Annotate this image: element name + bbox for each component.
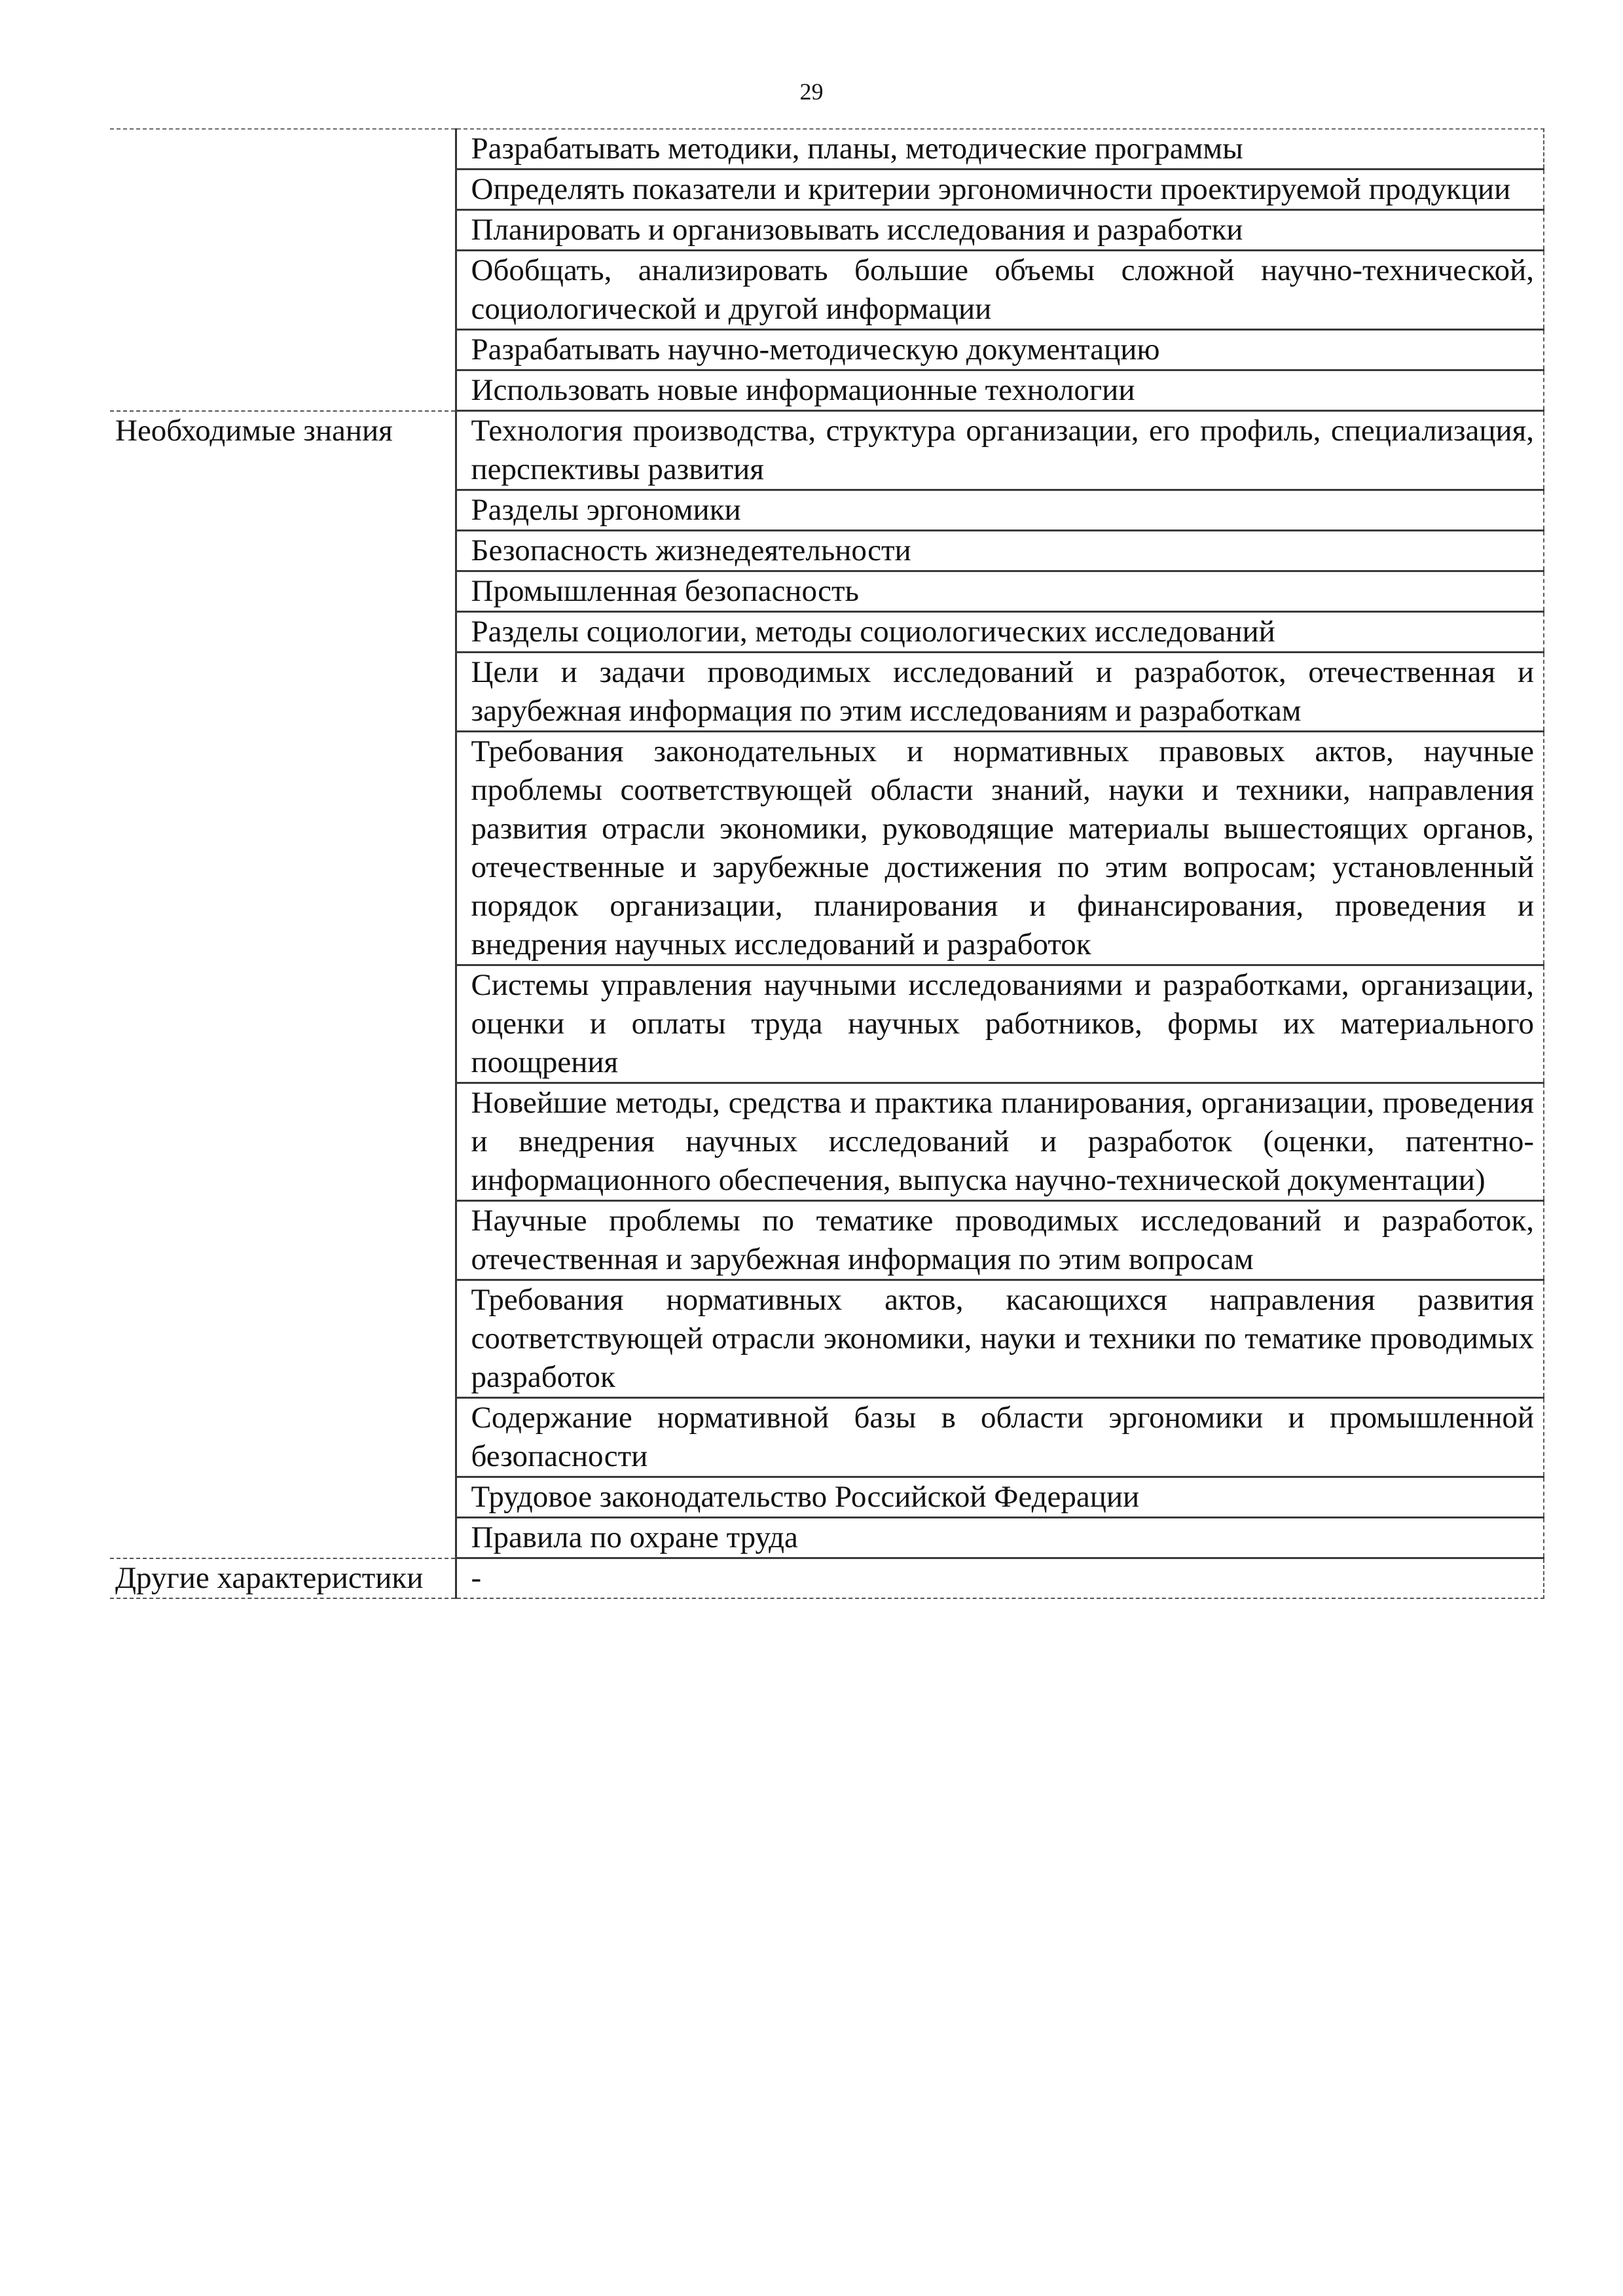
- table-row: [110, 1558, 1544, 1599]
- requirement-cell: -: [456, 1558, 1544, 1599]
- requirement-cell: Безопасность жизнедеятельности: [456, 531, 1544, 571]
- requirement-cell: Научные проблемы по тематике проводимых исследований и разработок, отечественная и зарубежная информация по этим вопросам: [456, 1201, 1544, 1280]
- requirement-cell: Обобщать, анализировать большие объемы сложной научно-технической, социологической и другой информации: [456, 251, 1544, 330]
- requirement-cell: Трудовое законодательство Российской Федерации: [456, 1477, 1544, 1518]
- requirement-cell: Промышленная безопасность: [456, 571, 1544, 612]
- requirement-cell: Разрабатывать методики, планы, методические программы: [456, 129, 1544, 170]
- requirement-cell: Цели и задачи проводимых исследований и разработок, отечественная и зарубежная информация по этим исследованиям и разработкам: [456, 653, 1544, 732]
- requirement-cell: Планировать и организовывать исследования и разработки: [456, 210, 1544, 251]
- requirement-cell: Требования нормативных актов, касающихся направления развития соответствующей отрасли экономики, науки и техники по тематике проводимых разработок: [456, 1280, 1544, 1398]
- requirement-cell: Правила по охране труда: [456, 1518, 1544, 1558]
- requirement-cell: Содержание нормативной базы в области эргономики и промышленной безопасности: [456, 1398, 1544, 1477]
- requirement-cell: Требования законодательных и нормативных правовых актов, научные проблемы соответствующей области знаний, науки и техники, направления развития отрасли экономики, руководящие материалы вышестоящих органов, отечественные и зарубежные достижения по этим вопросам; установленный порядок организации, планирования и финансирования, проведения и внедрения научных исследований и разработок: [456, 732, 1544, 965]
- table-row: [110, 411, 1544, 490]
- row-label-skills-continued: [110, 129, 456, 411]
- page-number: 29: [799, 79, 824, 105]
- requirement-cell: Разделы эргономики: [456, 490, 1544, 531]
- row-label-required-knowledge: Необходимые знания: [110, 411, 456, 1558]
- job-requirements-table: [110, 128, 1544, 1599]
- requirement-cell: Разрабатывать научно-методическую документацию: [456, 330, 1544, 370]
- requirement-cell: Использовать новые информационные технологии: [456, 370, 1544, 411]
- requirement-cell: Новейшие методы, средства и практика планирования, организации, проведения и внедрения научных исследований и разработок (оценки, патентно-информационного обеспечения, выпуска научно-технической документации): [456, 1083, 1544, 1201]
- requirement-cell: Определять показатели и критерии эргономичности проектируемой продукции: [456, 170, 1544, 210]
- requirement-cell: Системы управления научными исследованиями и разработками, организации, оценки и оплаты труда научных работников, формы их материального поощрения: [456, 965, 1544, 1083]
- requirement-cell: Разделы социологии, методы социологических исследований: [456, 612, 1544, 653]
- requirement-cell: Технология производства, структура организации, его профиль, специализация, перспективы развития: [456, 411, 1544, 490]
- table-row: [110, 129, 1544, 170]
- row-label-other-characteristics: Другие характеристики: [110, 1558, 456, 1599]
